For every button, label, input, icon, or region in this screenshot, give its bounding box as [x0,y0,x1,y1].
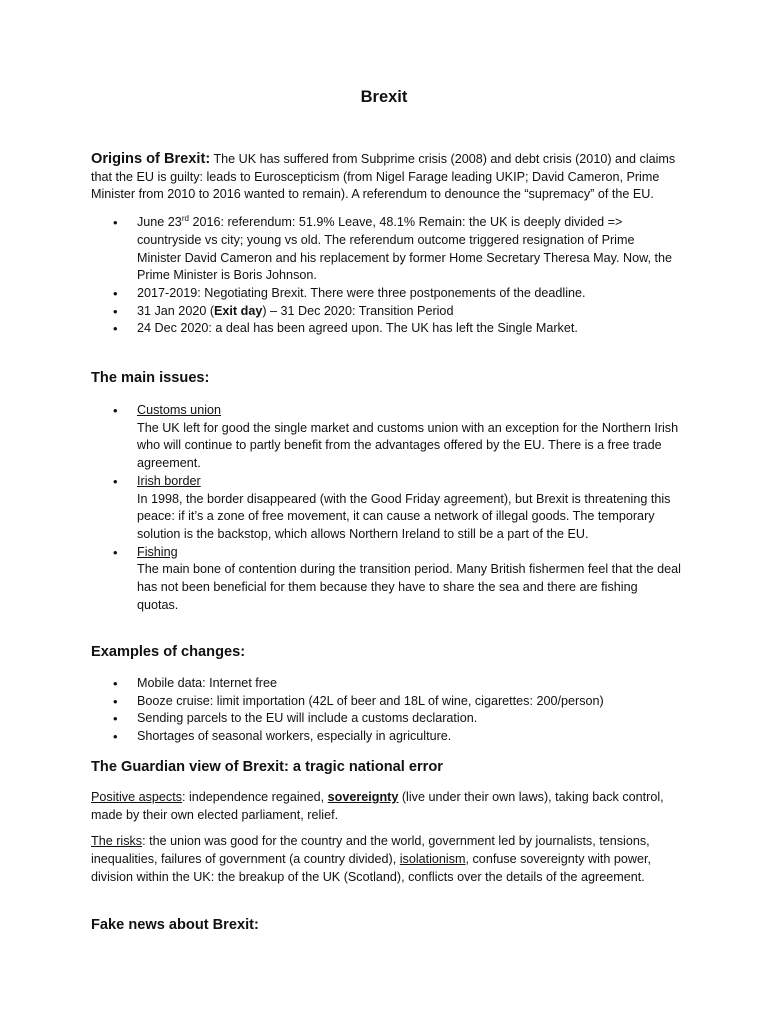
list-item: • June 23rd 2016: referendum: 51.9% Leave, 48.1% Remain: the UK is deeply divided => countryside vs city; young vs old. The referendum outcome triggered resignation of Prime Minister David Cameron and his replacement by former Home Secretary Theresa May. Now, the Prime Minister is Boris Johnson. [91,214,681,285]
issues-section [91,402,681,614]
issue-title: Customs union [137,403,221,417]
document-title: Brexit [360,88,408,106]
list-item: • Sending parcels to the EU will include a customs declaration. [91,710,681,728]
list-item [91,402,681,473]
issue-title: Irish border [137,473,201,488]
changes-heading: Examples of changes: [91,644,246,660]
issue-text: The main bone of contention during the transition period. Many British fishermen feel that the deal has not been beneficial for them because they have to share the sea and there are fishing quotas. [137,562,681,612]
origins-paragraph [91,151,681,204]
positive-paragraph: Positive aspects: independence regained, sovereignty (live under their own laws), taking back control, made by their own elected parliament, relief. [91,790,664,822]
fake-news-heading: Fake news about Brexit: [91,917,259,933]
list-item: • 24 Dec 2020: a deal has been agreed upon. The UK has left the Single Market. [91,320,681,338]
origins-bullet-list [91,214,681,338]
risks-label: The risks [91,834,143,849]
issues-heading: The main issues: [91,370,210,386]
list-item: • Mobile data: Internet free [91,675,681,693]
isolationism-term: isolationism [399,852,466,867]
list-item: • Shortages of seasonal workers, especially in agriculture. [91,728,681,746]
issue-text: The UK left for good the single market and customs union with an exception for the Northern Irish who will continue to partly benefit from the advantages offered by the EU. There is a free trade agreement. [137,420,679,471]
sovereignty-term: sovereignty [327,790,399,804]
origins-text: The UK has suffered from Subprime crisis (2008) and debt crisis (2010) and claims that the EU is guilty: leads to Euroscepticism (from Nigel Farage leading UKIP; David Cameron, Prime Minister from 2010 to 2016 wanted to remain). A referendum to denounce the “supremacy” of the EU. [91,152,676,202]
issues-list [91,402,681,614]
changes-list [91,675,681,746]
origins-heading: Origins of Brexit: [91,151,211,167]
guardian-heading: The Guardian view of Brexit: a tragic national error [91,759,443,775]
guardian-section [91,789,681,887]
issue-title: Fishing [137,544,178,559]
list-item [91,544,681,615]
changes-section [91,675,681,746]
list-item: • Booze cruise: limit importation (42L of beer and 18L of wine, cigarettes: 200/person) [91,693,681,711]
list-item [91,473,681,544]
origins-section [91,151,681,338]
risks-paragraph: The risks: the union was good for the country and the world, government led by journalists, tensions, inequalities, failures of government (a country divided), isolationism, confuse sovereignty with power, division within the UK: the breakup of the UK (Scotland), conflicts over the details of the agreement. [91,834,652,884]
issue-text: In 1998, the border disappeared (with the Good Friday agreement), but Brexit is threatening this peace: if it’s a zone of free movement, it can cause a network of illegal goods. The temporary solution is the backstop, which allows Northern Ireland to still be a part of the EU. [137,491,671,541]
positive-label: Positive aspects [91,790,182,804]
list-item: • 2017-2019: Negotiating Brexit. There were three postponements of the deadline. [91,285,681,303]
list-item: • 31 Jan 2020 (Exit day) – 31 Dec 2020: Transition Period [91,303,681,321]
